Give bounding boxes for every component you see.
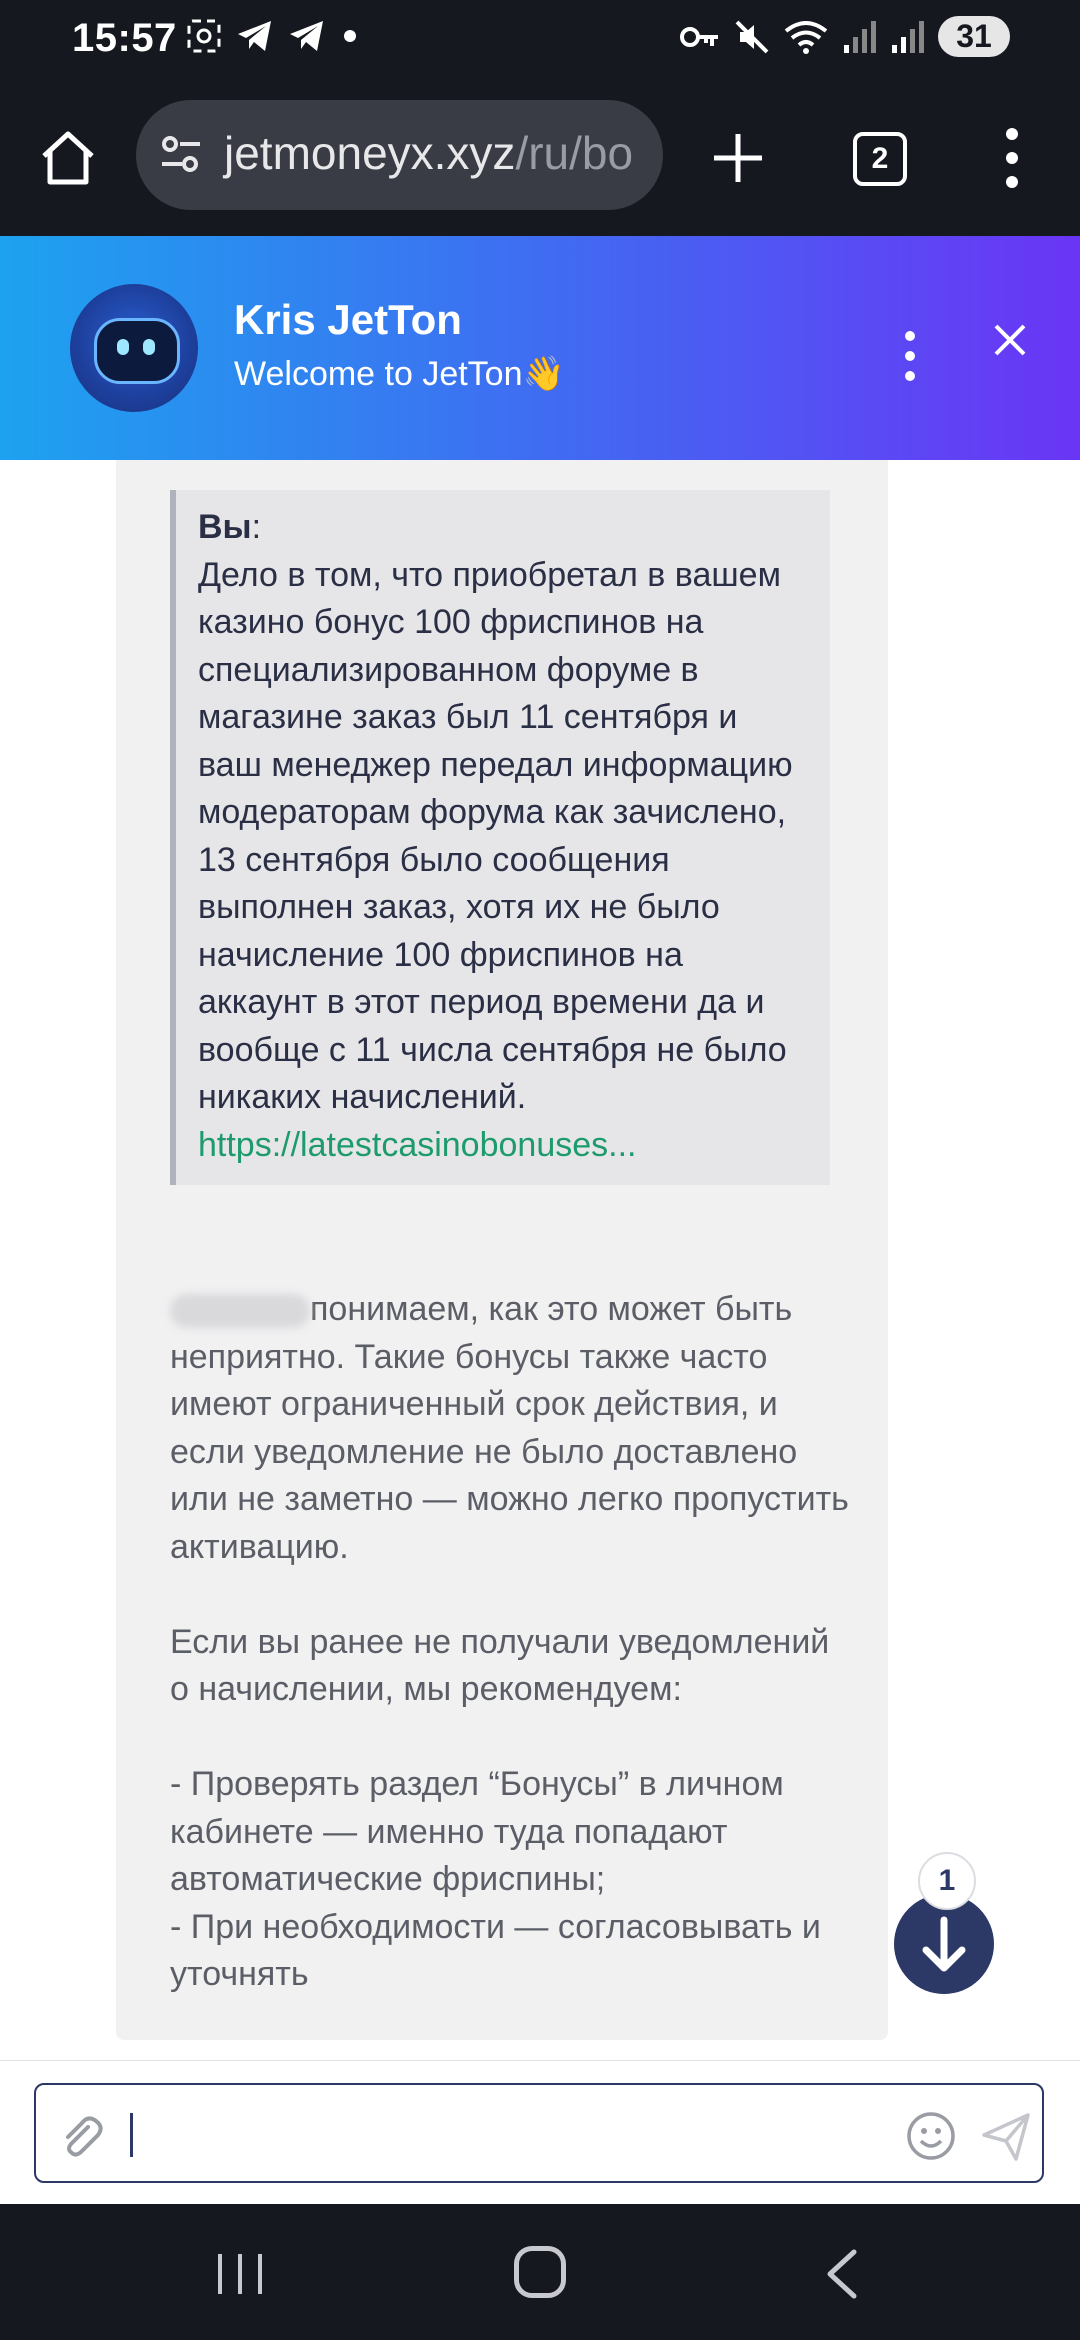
telegram-icon — [288, 18, 326, 54]
blurred-name — [170, 1294, 310, 1328]
chat-menu-icon[interactable] — [898, 328, 922, 384]
battery-level: 31 — [938, 16, 1010, 57]
reply-paragraph: - Проверять раздел “Бонусы” в личном кабинете — именно туда попадают автоматические фриспины; - При необходимости — согласовывать и уточнять — [170, 1765, 821, 1993]
message-list[interactable] — [0, 460, 1080, 2060]
quote-link[interactable]: https://latestcasinobonuses... — [198, 1125, 637, 1164]
close-icon[interactable] — [990, 320, 1030, 360]
system-nav-bar — [0, 2204, 1080, 2340]
unread-count-badge: 1 — [918, 1852, 976, 1910]
home-icon[interactable] — [36, 126, 100, 190]
signal-icon — [890, 19, 924, 55]
back-icon[interactable] — [822, 2248, 862, 2300]
reply-paragraph: Если вы ранее не получали уведомлений о начислении, мы рекомендуем: — [170, 1622, 839, 1708]
quote-text: Дело в том, что приобретал в вашем казино бонус 100 фриспинов на специализированном форуме в магазине заказ был 11 сентября и ваш менеджер передал информацию модераторам форума как зачислено, 13 сентября было сообщения выполнен заказ, хотя их не было начисление 100 фриспинов на аккаунт в этот период времени да и вообще с 11 числа сентября не было никаких начислений. — [198, 555, 793, 1116]
chat-header — [0, 236, 1080, 460]
text-caret — [130, 2113, 133, 2157]
telegram-icon — [236, 18, 274, 54]
quote-author: Вы — [198, 508, 252, 546]
url-path: /ru/bo — [515, 127, 634, 179]
emoji-icon[interactable] — [906, 2111, 956, 2161]
url-text — [224, 126, 633, 180]
agent-reply — [170, 1286, 859, 2046]
address-bar[interactable] — [136, 100, 663, 210]
browser-toolbar — [0, 84, 1080, 236]
message-composer — [34, 2083, 1044, 2183]
chat-subtitle: Welcome to JetTon👋 — [234, 355, 565, 393]
reply-paragraph — [170, 1286, 859, 1571]
status-bar — [0, 0, 1080, 84]
dot-icon — [340, 26, 360, 46]
nav-home-button[interactable] — [514, 2246, 566, 2298]
robot-face-icon — [94, 318, 180, 384]
agent-name: Kris JetTon — [234, 296, 462, 343]
notification-icons — [186, 18, 360, 54]
quoted-message — [170, 490, 830, 1185]
bot-avatar — [70, 284, 198, 412]
robot-eye — [143, 339, 155, 355]
status-time: 15:57 — [72, 16, 177, 60]
reply-text: понимаем, как это может быть неприятно. Такие бонусы также часто имеют ограниченный срок действия, и если уведомление не было доставлено или не заметно — можно легко пропустить активацию. — [170, 1290, 859, 1566]
composer-area — [0, 2060, 1080, 2205]
recents-icon[interactable] — [210, 2252, 270, 2296]
tab-switcher-button[interactable]: 2 — [853, 132, 907, 186]
agent-message-bubble — [116, 460, 888, 2040]
url-host: jetmoneyx.xyz — [224, 127, 516, 179]
vpn-key-icon — [680, 22, 720, 52]
paperclip-icon[interactable] — [58, 2113, 106, 2161]
new-tab-icon[interactable] — [706, 126, 770, 190]
site-settings-icon[interactable] — [158, 132, 204, 178]
screenshot-icon — [186, 18, 222, 54]
wifi-icon — [784, 19, 828, 55]
message-input[interactable] — [128, 2107, 912, 2165]
system-icons — [680, 16, 1010, 57]
quote-separator: : — [251, 508, 262, 546]
send-icon[interactable] — [980, 2111, 1032, 2163]
more-vert-icon[interactable] — [1000, 124, 1024, 192]
robot-eye — [117, 339, 129, 355]
mute-icon — [734, 19, 770, 55]
signal-icon — [842, 19, 876, 55]
